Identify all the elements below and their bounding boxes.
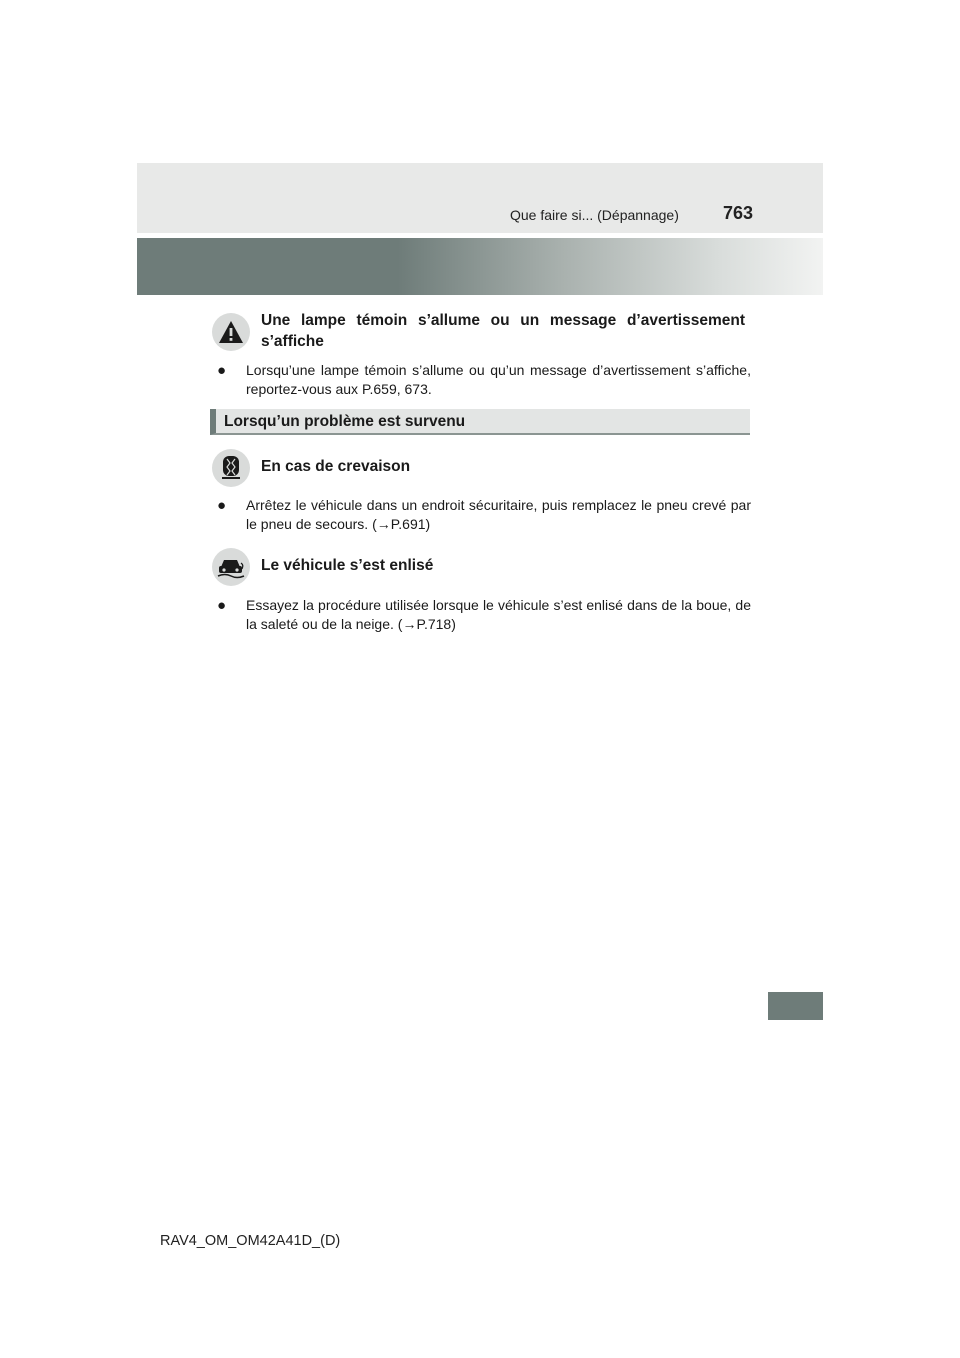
bullet-dot: ● bbox=[217, 497, 227, 514]
section-header bbox=[210, 409, 750, 435]
flat-tire-bullet-text: Arrêtez le véhicule dans un endroit sécuritaire, puis remplacez le pneu crevé par le pneu de secours. (→P.691) bbox=[246, 497, 751, 532]
header-band bbox=[137, 163, 823, 233]
section-title: Lorsqu’un problème est survenu bbox=[224, 413, 466, 430]
chapter-tab bbox=[768, 992, 823, 1020]
stuck-car-icon bbox=[212, 548, 250, 586]
warning-bullet bbox=[217, 361, 751, 401]
warning-bullet-text: Lorsqu’une lampe témoin s’allume ou qu’un message d’avertissement s’affiche, reportez-vous aux P.659, 673. bbox=[246, 362, 751, 397]
flat-tire-bullet bbox=[217, 496, 751, 536]
header-title: Que faire si... (Dépannage) bbox=[510, 207, 679, 223]
bullet-dot: ● bbox=[217, 597, 227, 614]
stuck-bullet-text: Essayez la procédure utilisée lorsque le véhicule s’est enlisé dans de la boue, de la saleté ou de la neige. (→P.718) bbox=[246, 597, 751, 632]
footer-code: RAV4_OM_OM42A41D_(D) bbox=[160, 1233, 341, 1249]
page-number: 763 bbox=[723, 203, 754, 223]
warning-heading-line2: s’affiche bbox=[261, 333, 324, 350]
warning-icon bbox=[212, 313, 250, 351]
stuck-heading: Le véhicule s’est enlisé bbox=[261, 557, 434, 574]
bullet-dot: ● bbox=[217, 362, 227, 379]
tire-icon bbox=[212, 449, 250, 487]
warning-heading-line1: Une lampe témoin s’allume ou un message d’avertissement bbox=[261, 312, 745, 329]
flat-tire-heading: En cas de crevaison bbox=[261, 458, 411, 475]
stuck-bullet bbox=[217, 596, 751, 636]
chapter-banner bbox=[137, 238, 823, 295]
